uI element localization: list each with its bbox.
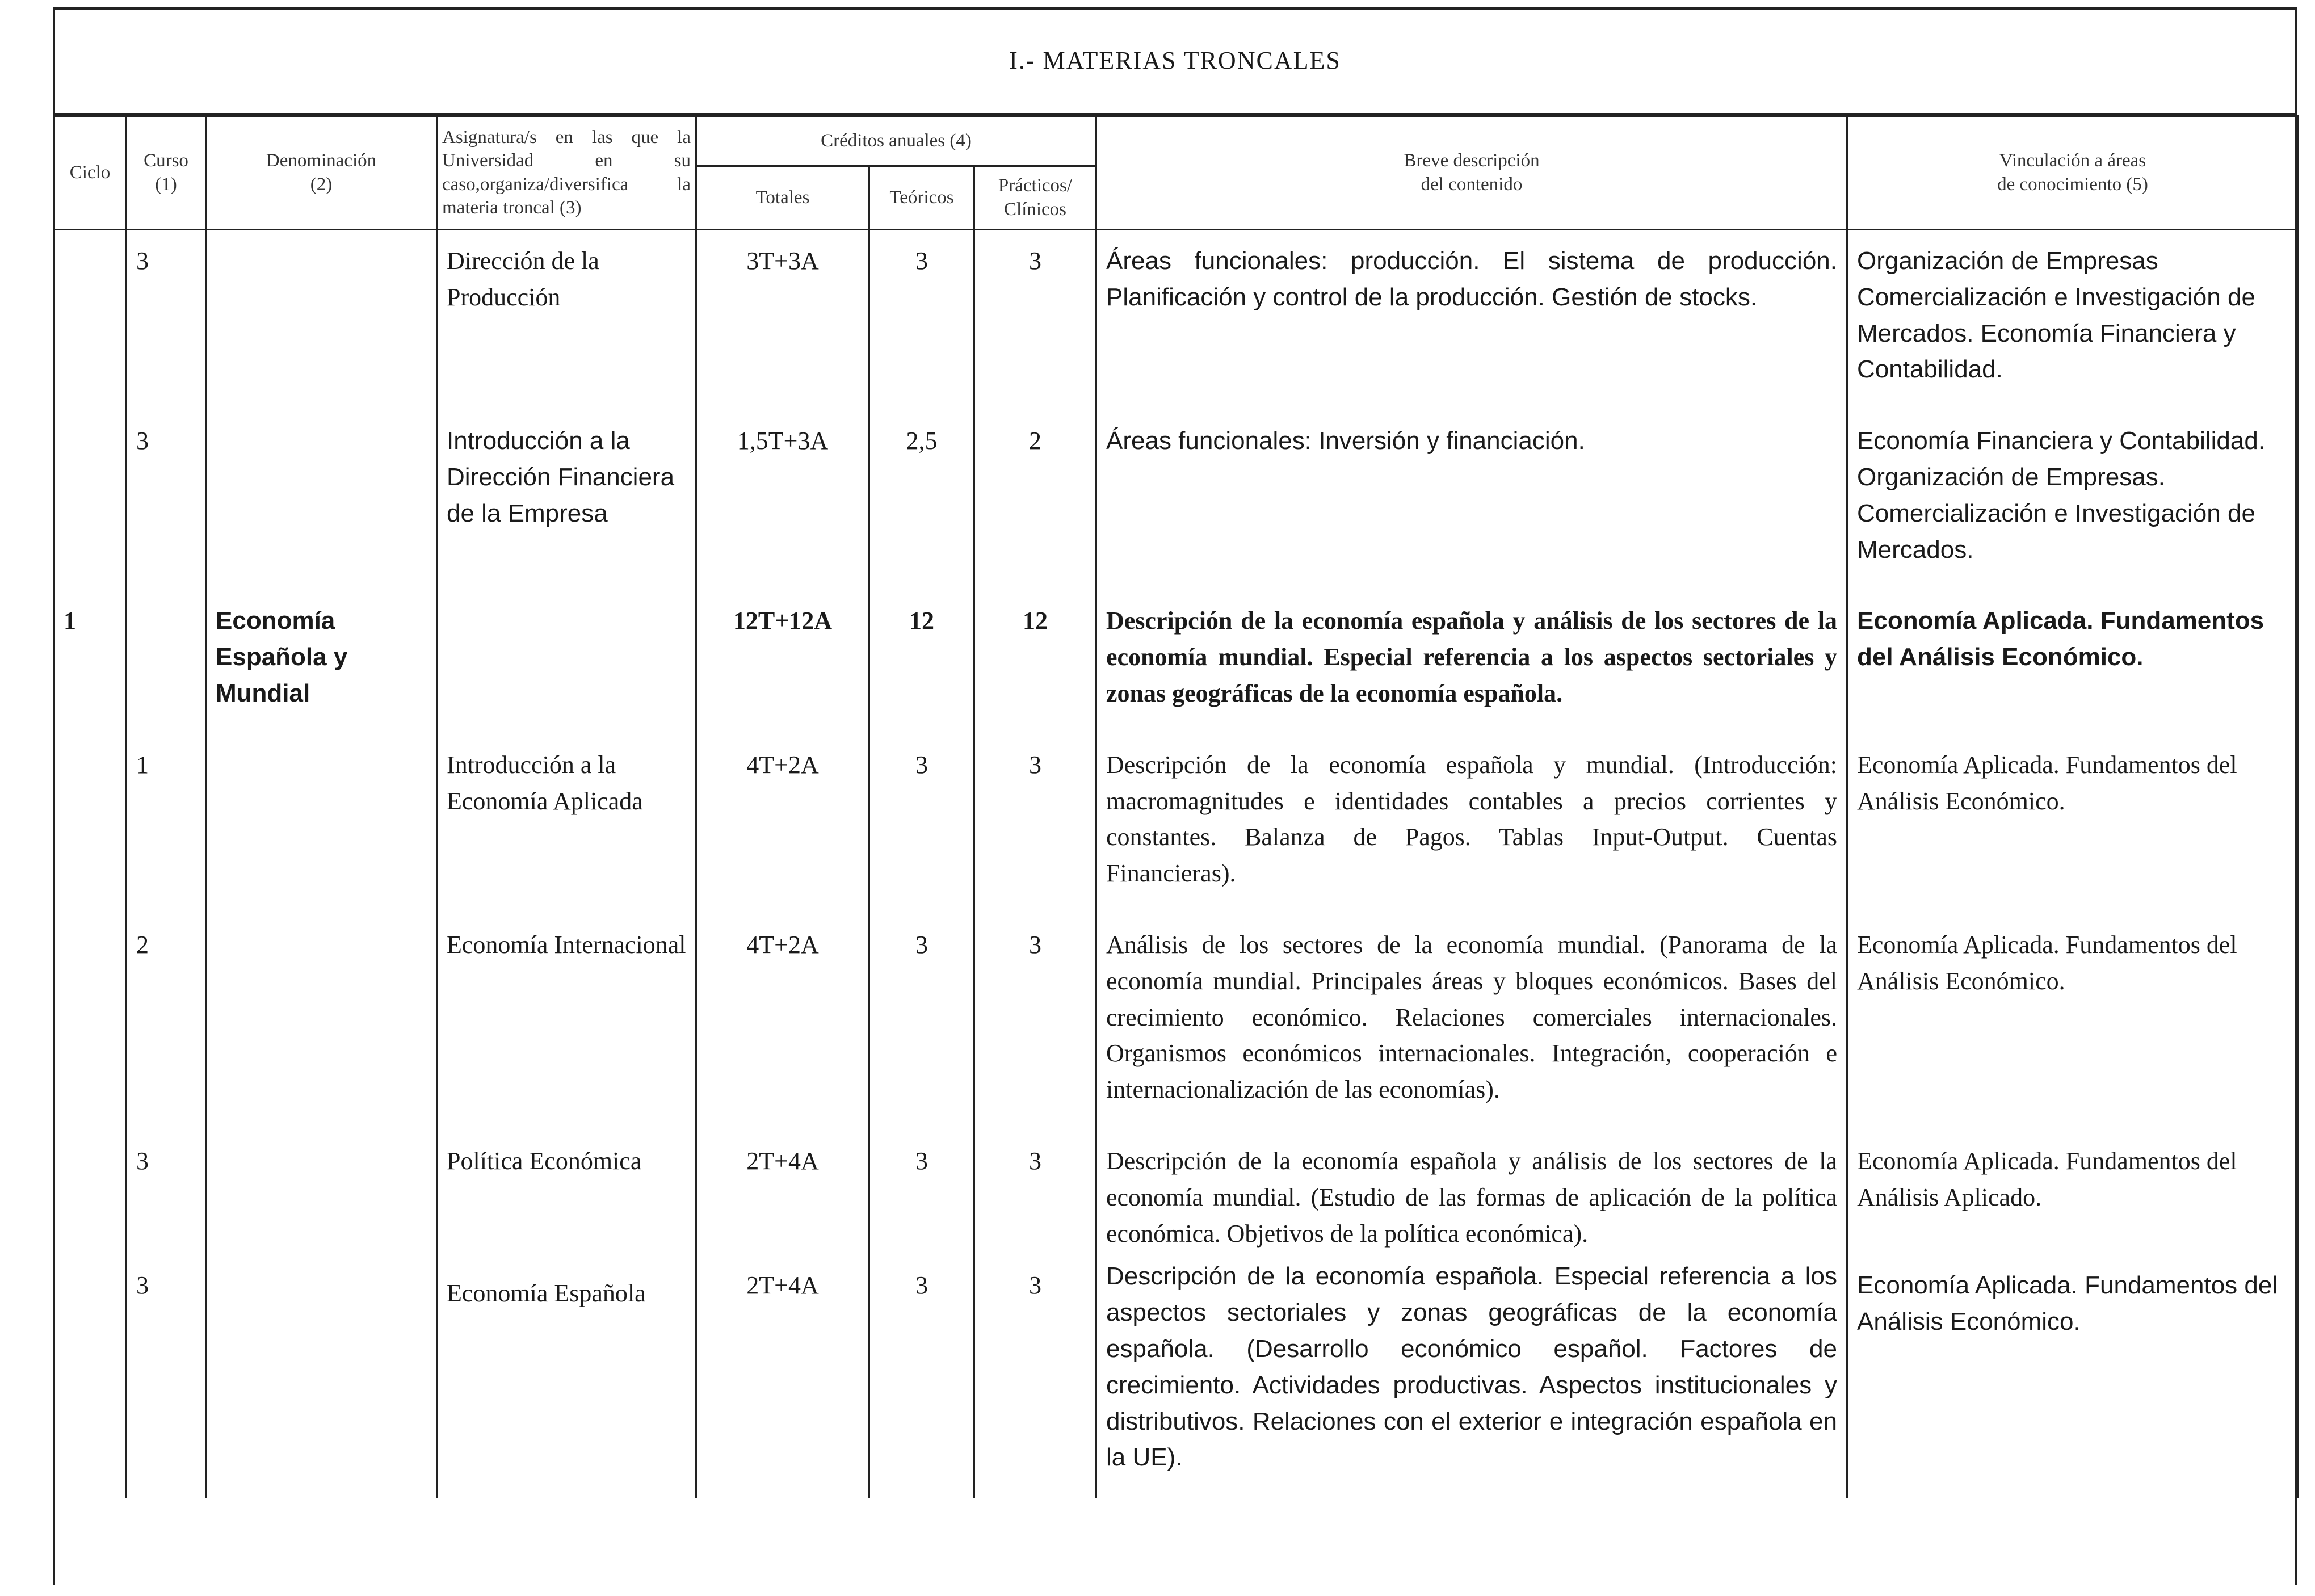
cell-ciclo bbox=[54, 914, 127, 1131]
header-practicos: Prácticos/ Clínicos bbox=[974, 166, 1096, 230]
table-row bbox=[54, 734, 2299, 914]
cell-denominacion: Economía Española y Mundial bbox=[206, 590, 437, 734]
cell-totales: 2T+4A bbox=[696, 1131, 869, 1255]
cell-vinculacion: Economía Aplicada. Fundamentos del Análisis Aplicado. bbox=[1847, 1131, 2299, 1255]
cell-totales: 4T+2A bbox=[696, 914, 869, 1131]
cell-curso: 3 bbox=[127, 230, 206, 411]
cell-ciclo bbox=[54, 734, 127, 914]
page-title: I.- MATERIAS TRONCALES bbox=[53, 7, 2297, 115]
cell-vinculacion: Organización de Empresas Comercialización e Investigación de Mercados. Economía Financiera y Contabilidad. bbox=[1847, 230, 2299, 411]
cell-asignatura: Introducción a la Dirección Financiera de la Empresa bbox=[437, 410, 696, 590]
table-row bbox=[54, 230, 2299, 411]
cell-vinculacion: Economía Aplicada. Fundamentos del Análisis Económico. bbox=[1847, 1255, 2299, 1498]
header-denominacion: Denominación (2) bbox=[206, 116, 437, 230]
table-body bbox=[54, 230, 2299, 1499]
cell-vinculacion: Economía Aplicada. Fundamentos del Análisis Económico. bbox=[1847, 590, 2299, 734]
cell-ciclo: 1 bbox=[54, 590, 127, 734]
header-totales: Totales bbox=[696, 166, 869, 230]
cell-asignatura: Economía Internacional bbox=[437, 914, 696, 1131]
cell-teoricos: 3 bbox=[869, 914, 974, 1131]
cell-practicos: 12 bbox=[974, 590, 1096, 734]
header-teoricos: Teóricos bbox=[869, 166, 974, 230]
cell-practicos: 3 bbox=[974, 230, 1096, 411]
cell-practicos: 2 bbox=[974, 410, 1096, 590]
table-row bbox=[54, 914, 2299, 1131]
cell-denominacion bbox=[206, 914, 437, 1131]
cell-curso: 3 bbox=[127, 410, 206, 590]
cell-descripcion: Descripción de la economía española. Especial referencia a los aspectos sectoriales y zonas geográficas de la economía española. (Desarrollo económico español. Factores de crecimiento. Actividades productivas. Aspectos institucionales y distributivos. Relaciones con el exterior e integración española en la UE). bbox=[1096, 1255, 1847, 1498]
cell-ciclo bbox=[54, 1131, 127, 1255]
cell-teoricos: 3 bbox=[869, 1131, 974, 1255]
cell-totales: 12T+12A bbox=[696, 590, 869, 734]
header-creditos: Créditos anuales (4) bbox=[696, 116, 1096, 166]
cell-totales: 2T+4A bbox=[696, 1255, 869, 1498]
cell-denominacion bbox=[206, 1131, 437, 1255]
cell-denominacion bbox=[206, 734, 437, 914]
cell-practicos: 3 bbox=[974, 1131, 1096, 1255]
cell-teoricos: 2,5 bbox=[869, 410, 974, 590]
header-asignatura: Asignatura/s en las que la Universidad en su caso,organiza/diversifica la materia troncal (3) bbox=[437, 116, 696, 230]
cell-curso: 1 bbox=[127, 734, 206, 914]
cell-teoricos: 3 bbox=[869, 1255, 974, 1498]
cell-ciclo bbox=[54, 1255, 127, 1498]
header-descripcion: Breve descripción del contenido bbox=[1096, 116, 1847, 230]
cell-asignatura: Economía Española bbox=[437, 1255, 696, 1498]
cell-descripcion: Descripción de la economía española y análisis de los sectores de la economía mundial. Especial referencia a los aspectos sectoriales y zonas geográficas de la economía española. bbox=[1096, 590, 1847, 734]
cell-ciclo bbox=[54, 410, 127, 590]
cell-asignatura: Introducción a la Economía Aplicada bbox=[437, 734, 696, 914]
cell-descripcion: Descripción de la economía española y análisis de los sectores de la economía mundial. (Estudio de las formas de aplicación de la política económica. Objetivos de la política económica). bbox=[1096, 1131, 1847, 1255]
cell-asignatura bbox=[437, 590, 696, 734]
cell-denominacion bbox=[206, 1255, 437, 1498]
cell-denominacion bbox=[206, 410, 437, 590]
cell-curso: 2 bbox=[127, 914, 206, 1131]
cell-totales: 1,5T+3A bbox=[696, 410, 869, 590]
cell-vinculacion: Economía Financiera y Contabilidad. Organización de Empresas. Comercialización e Investigación de Mercados. bbox=[1847, 410, 2299, 590]
cell-curso: 3 bbox=[127, 1255, 206, 1498]
table-row bbox=[54, 1255, 2299, 1498]
cell-totales: 3T+3A bbox=[696, 230, 869, 411]
header-vinculacion: Vinculación a áreas de conocimiento (5) bbox=[1847, 116, 2299, 230]
cell-denominacion bbox=[206, 230, 437, 411]
cell-ciclo bbox=[54, 230, 127, 411]
cell-descripcion: Descripción de la economía española y mundial. (Introducción: macromagnitudes e identidades contables a precios corrientes y constantes. Balanza de Pagos. Tablas Input-Output. Cuentas Financieras). bbox=[1096, 734, 1847, 914]
cell-practicos: 3 bbox=[974, 914, 1096, 1131]
materias-table bbox=[53, 115, 2299, 1498]
header-curso: Curso (1) bbox=[127, 116, 206, 230]
cell-curso: 3 bbox=[127, 1131, 206, 1255]
cell-practicos: 3 bbox=[974, 1255, 1096, 1498]
header-ciclo: Ciclo bbox=[54, 116, 127, 230]
table-row bbox=[54, 410, 2299, 590]
cell-descripcion: Análisis de los sectores de la economía mundial. (Panorama de la economía mundial. Principales áreas y bloques económicos. Bases del crecimiento económico. Relaciones comerciales internacionales. Organismos económicos internacionales. Integración, cooperación e internacionalización de las economías). bbox=[1096, 914, 1847, 1131]
table-row bbox=[54, 1131, 2299, 1255]
cell-vinculacion: Economía Aplicada. Fundamentos del Análisis Económico. bbox=[1847, 914, 2299, 1131]
table-row bbox=[54, 590, 2299, 734]
cell-descripcion: Áreas funcionales: Inversión y financiación. bbox=[1096, 410, 1847, 590]
cell-asignatura: Dirección de la Producción bbox=[437, 230, 696, 411]
cell-vinculacion: Economía Aplicada. Fundamentos del Análisis Económico. bbox=[1847, 734, 2299, 914]
cell-curso bbox=[127, 590, 206, 734]
cell-totales: 4T+2A bbox=[696, 734, 869, 914]
cell-asignatura: Política Económica bbox=[437, 1131, 696, 1255]
cell-teoricos: 12 bbox=[869, 590, 974, 734]
cell-teoricos: 3 bbox=[869, 230, 974, 411]
cell-descripcion: Áreas funcionales: producción. El sistema de producción. Planificación y control de la producción. Gestión de stocks. bbox=[1096, 230, 1847, 411]
cell-practicos: 3 bbox=[974, 734, 1096, 914]
cell-teoricos: 3 bbox=[869, 734, 974, 914]
